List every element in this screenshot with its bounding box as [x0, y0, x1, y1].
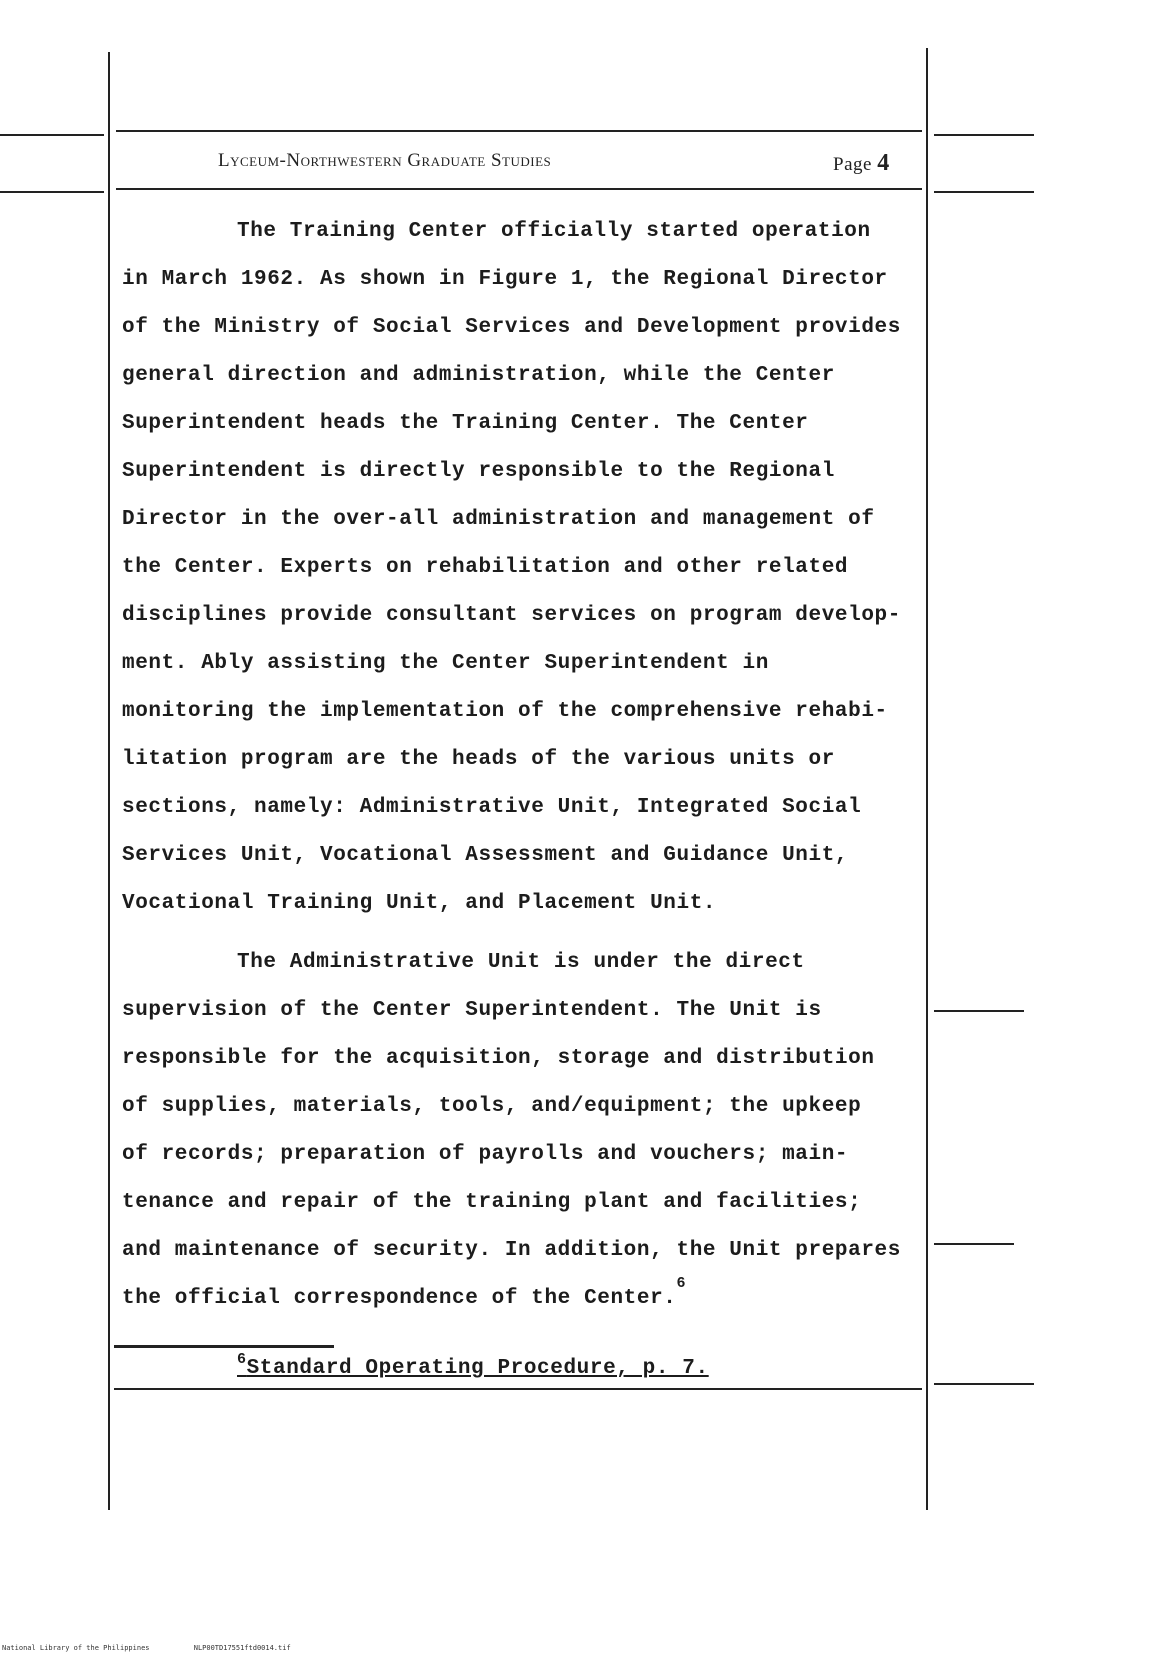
footnote-mark: 6 [237, 1351, 247, 1368]
left-margin-line [108, 52, 110, 1510]
outer-left-bottom-rule [0, 191, 104, 193]
outer-left-top-rule [0, 134, 104, 136]
right-margin-line [926, 48, 928, 1510]
body-line-text: the official correspondence of the Center. [122, 1287, 677, 1310]
body-line: ment. Ably assisting the Center Superintendent in [122, 652, 769, 675]
scan-library: National Library of the Philippines [2, 1644, 150, 1652]
body-line: responsible for the acquisition, storage and distribution [122, 1047, 875, 1070]
outer-right-mid-rule [934, 1010, 1024, 1012]
body-line: of supplies, materials, tools, and/equipment; the upkeep [122, 1095, 862, 1118]
running-header [218, 150, 551, 172]
body-line: Vocational Training Unit, and Placement Unit. [122, 892, 717, 915]
page-number: 4 [877, 150, 890, 176]
body-line: Superintendent is directly responsible to the Regional [122, 460, 835, 483]
outer-right-bottom-rule [934, 191, 1034, 193]
scan-file: NLP00TD17551ftd0014.tif [193, 1644, 291, 1652]
body-line: disciplines provide consultant services on program develop- [122, 604, 901, 627]
body-line: supervision of the Center Superintendent. The Unit is [122, 999, 822, 1022]
body-line: the Center. Experts on rehabilitation and other related [122, 556, 849, 579]
footnote-separator [114, 1345, 334, 1348]
header-top-rule [116, 130, 922, 132]
body-line: of the Ministry of Social Services and Development provides [122, 316, 901, 339]
body-line: sections, namely: Administrative Unit, Integrated Social [122, 796, 862, 819]
footnote-reference: 6 [676, 1275, 687, 1292]
body-line: Services Unit, Vocational Assessment and Guidance Unit, [122, 844, 849, 867]
body-line: and maintenance of security. In addition, the Unit prepares [122, 1239, 901, 1262]
header-bottom-rule [116, 188, 922, 190]
body-line: of records; preparation of payrolls and vouchers; main- [122, 1143, 849, 1166]
body-line: The Administrative Unit is under the direct [237, 951, 805, 974]
page-label: Page [833, 154, 872, 175]
scan-footer [2, 1644, 331, 1652]
footnote [237, 1351, 709, 1380]
body-line: Director in the over-all administration and management of [122, 508, 875, 531]
outer-right-footer-rule [934, 1383, 1034, 1385]
outer-right-lower-rule [934, 1243, 1014, 1245]
body-line: tenance and repair of the training plant and facilities; [122, 1191, 862, 1214]
footnote-bottom-rule [114, 1388, 922, 1390]
page-indicator [833, 150, 890, 177]
body-line: Superintendent heads the Training Center. The Center [122, 412, 809, 435]
outer-right-top-rule [934, 134, 1034, 136]
body-line: The Training Center officially started operation [237, 220, 871, 243]
body-line: general direction and administration, while the Center [122, 364, 835, 387]
header-title: Lyceum-Northwestern Graduate Studies [218, 150, 552, 171]
body-line: in March 1962. As shown in Figure 1, the Regional Director [122, 268, 888, 291]
body-line-with-footnote-ref [122, 1275, 687, 1310]
body-line: monitoring the implementation of the comprehensive rehabi- [122, 700, 888, 723]
footnote-text: Standard Operating Procedure, p. 7. [246, 1357, 709, 1380]
body-line: litation program are the heads of the various units or [122, 748, 835, 771]
